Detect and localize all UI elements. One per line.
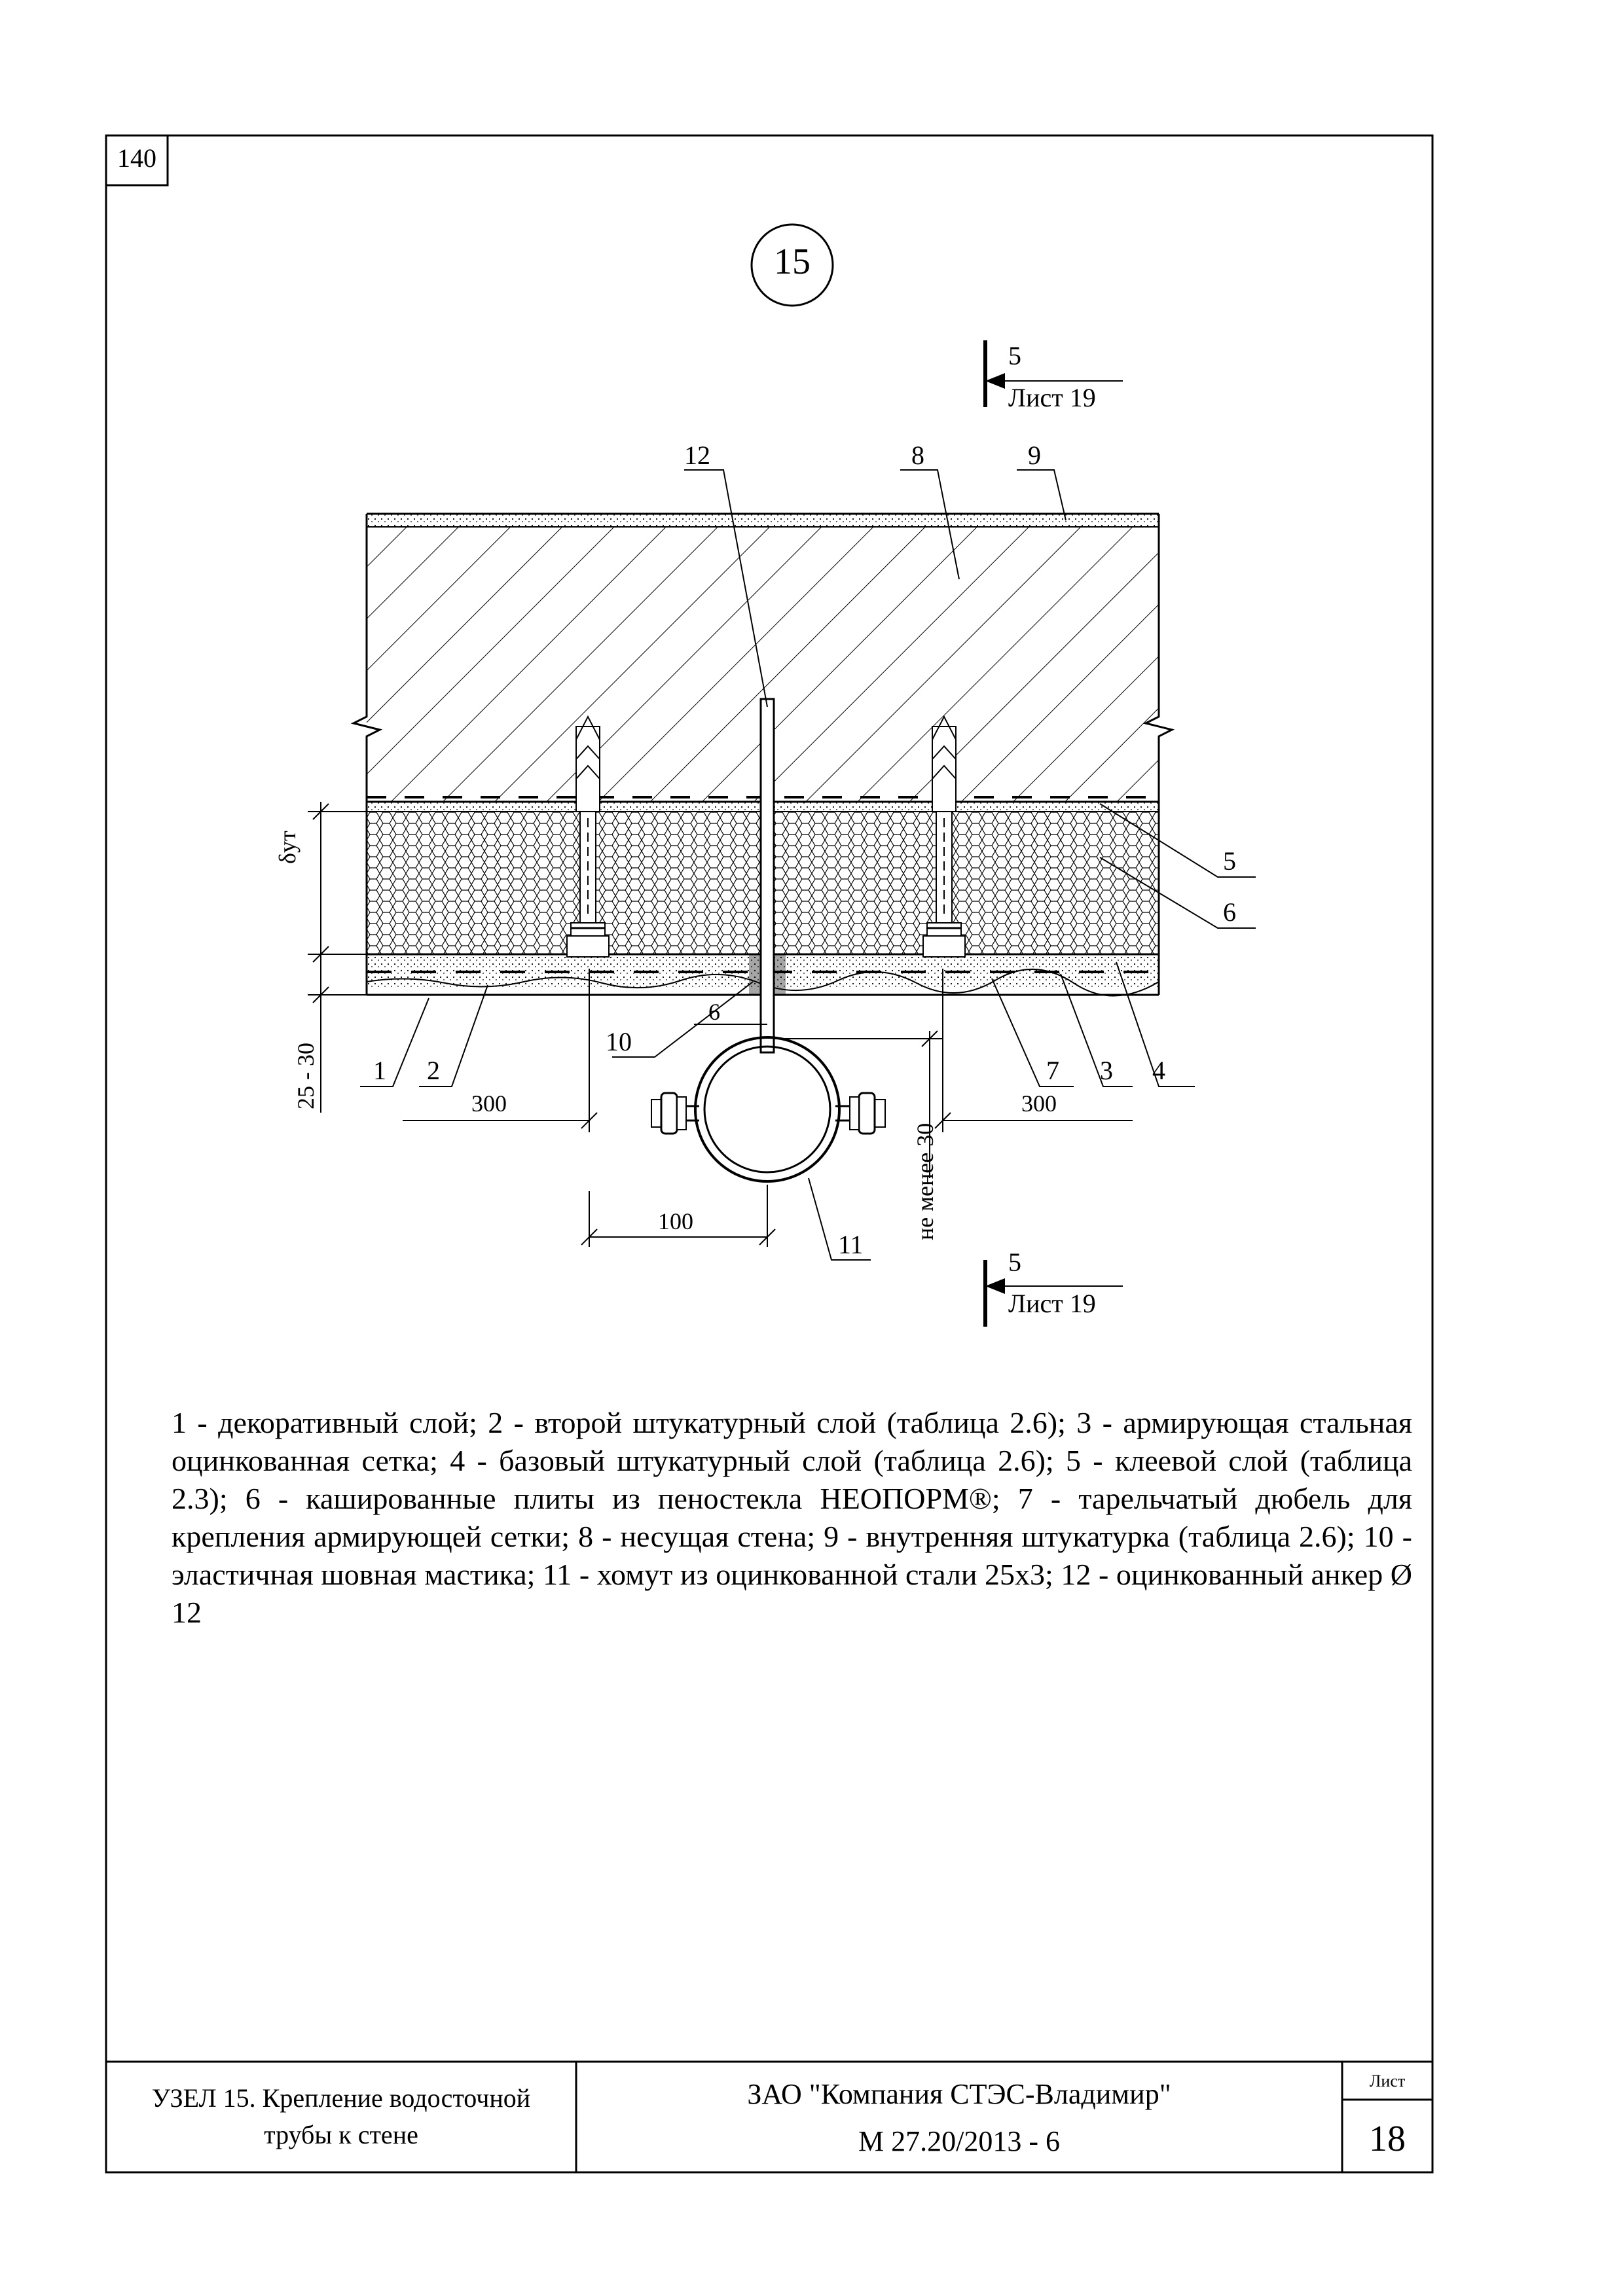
dim-insulation-thickness: δут xyxy=(274,831,301,864)
callout-3: 3 xyxy=(1100,1056,1113,1085)
callout-8: 8 xyxy=(911,440,924,470)
stamp-sheet-label: Лист xyxy=(1369,2072,1406,2090)
callout-7: 7 xyxy=(1046,1056,1059,1085)
stamp-sheet-number: 18 xyxy=(1369,2119,1406,2159)
sealant-left xyxy=(750,954,761,995)
section-sheet-link-bottom[interactable]: Лист 19 xyxy=(1008,1289,1096,1318)
page-number: 140 xyxy=(117,143,156,173)
section-sheet-link-top[interactable]: Лист 19 xyxy=(1008,383,1096,412)
callout-6-gap: 6 xyxy=(708,999,720,1025)
sheet-frame xyxy=(106,135,1432,2172)
downpipe-clamp xyxy=(651,1037,885,1181)
callout-1: 1 xyxy=(373,1056,386,1085)
dim-left-300: 300 xyxy=(471,1090,507,1117)
anchor-rod xyxy=(761,699,774,1052)
callout-11: 11 xyxy=(838,1230,864,1259)
sealant-right xyxy=(774,954,785,995)
dim-clamp-100: 100 xyxy=(658,1208,693,1234)
callout-12: 12 xyxy=(684,440,710,470)
section-number-top[interactable]: 5 xyxy=(1008,341,1021,370)
callout-2: 2 xyxy=(427,1056,440,1085)
callout-6: 6 xyxy=(1223,897,1236,927)
stamp-company: ЗАО "Компания СТЭС-Владимир" xyxy=(747,2078,1171,2110)
stamp-doc-code: М 27.20/2013 - 6 xyxy=(858,2125,1060,2157)
dim-plaster-range: 25 - 30 xyxy=(293,1043,319,1109)
callout-5: 5 xyxy=(1223,846,1236,876)
stamp-title-line2: трубы к стене xyxy=(264,2120,418,2149)
dim-min-30: не менее 30 xyxy=(912,1122,938,1240)
dim-right-300: 300 xyxy=(1021,1090,1057,1117)
callout-10: 10 xyxy=(606,1027,632,1056)
node-marker-label: 15 xyxy=(774,242,811,282)
callout-4: 4 xyxy=(1152,1056,1165,1085)
section-number-bottom[interactable]: 5 xyxy=(1008,1247,1021,1277)
stamp-title-line1: УЗЕЛ 15. Крепление водосточной xyxy=(151,2083,531,2113)
callout-9: 9 xyxy=(1028,440,1041,470)
legend-text: 1 - декоративный слой; 2 - второй штукатурный слой (таблица 2.6); 3 - армирующая стальная оцинкованная сетка; 4 - базовый штукатурный слой (таблица 2.6); 5 - клеевой слой (таблица 2.3); 6 - кашированные плиты из пеностекла НЕОПОРМ®; 7 - тарельчатый дюбель для крепления армирующей сетки; 8 - несущая стена; 9 - внутренняя штукатурка (таблица 2.6); 10 - эластичная шовная мастика; 11 - хомут из оцинкованной стали 25х3; 12 - оцинкованный анкер Ø 12 xyxy=(172,1406,1412,1629)
